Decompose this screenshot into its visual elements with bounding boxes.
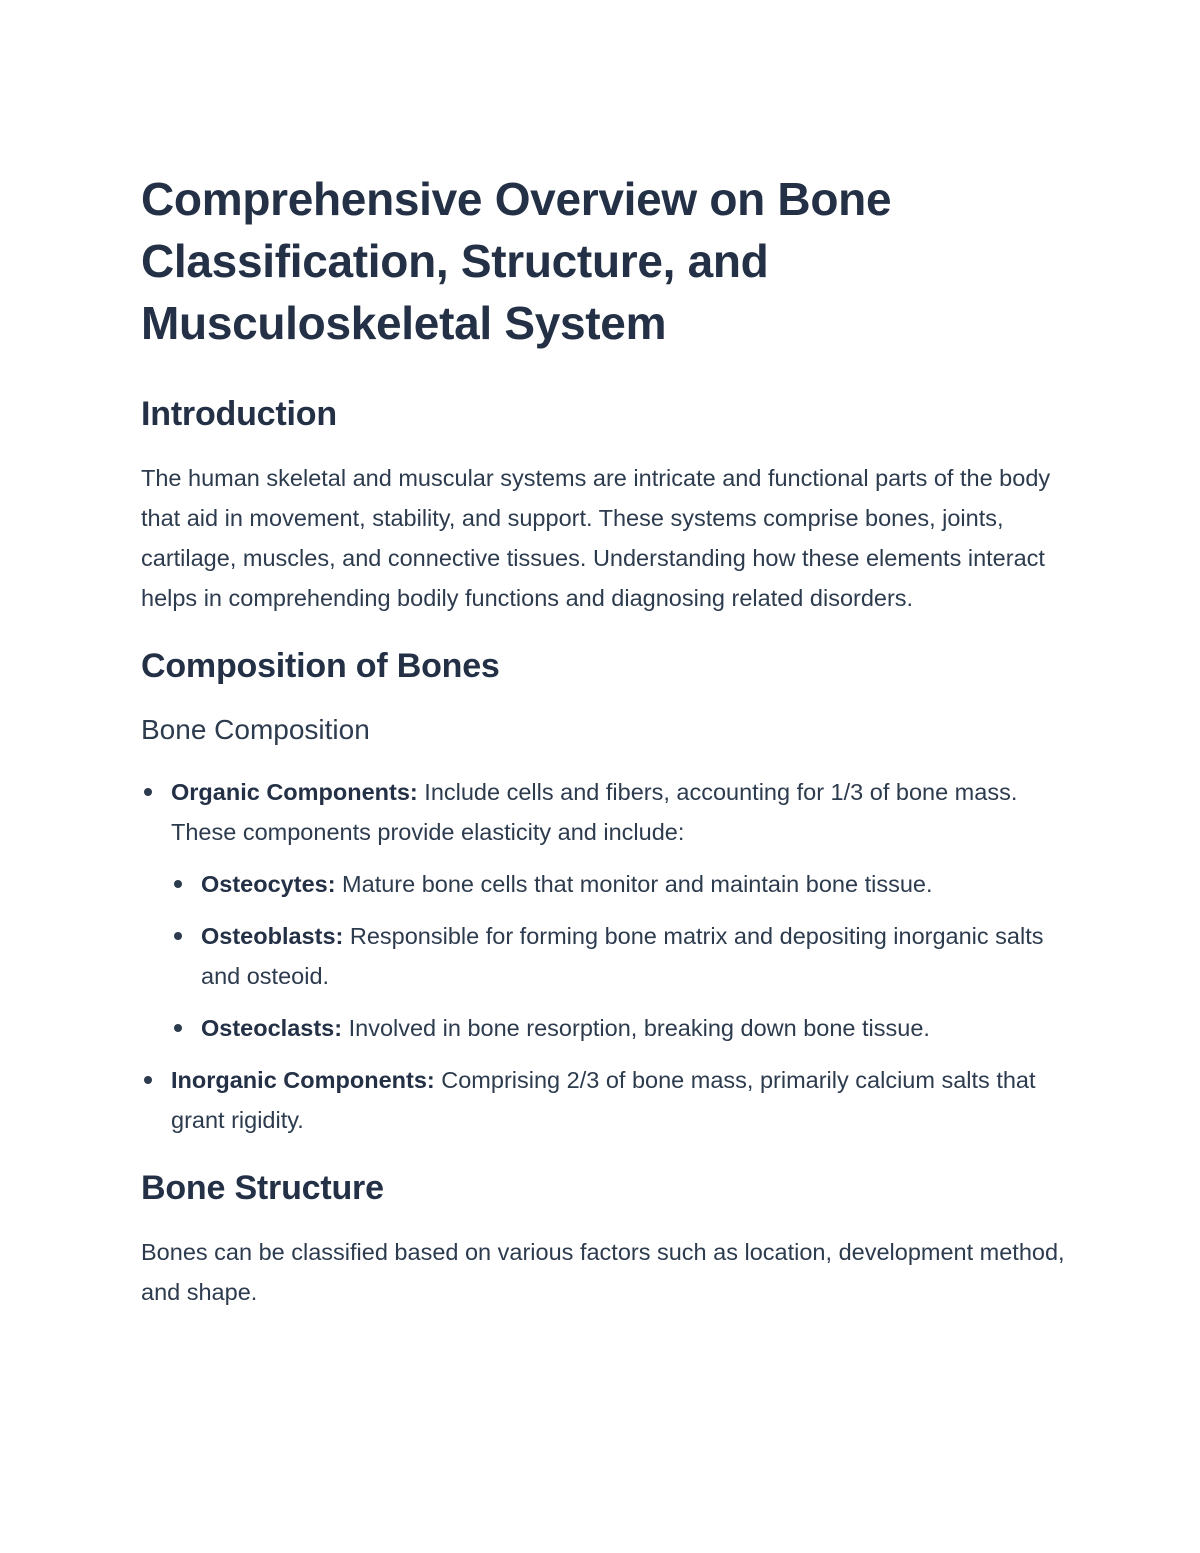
text-osteoblasts: Responsible for forming bone matrix and depositing inorganic salts and osteoid. [201, 923, 1044, 989]
text-osteocytes: Mature bone cells that monitor and maintain bone tissue. [335, 871, 933, 897]
document-page [141, 168, 1071, 1312]
document-title: Comprehensive Overview on Bone Classification, Structure, and Musculoskeletal System [141, 173, 892, 349]
term-osteoblasts: Osteoblasts: [201, 923, 344, 949]
bullet-icon [174, 880, 182, 888]
structure-paragraph: Bones can be classified based on various factors such as location, development method, and shape. [141, 1239, 1065, 1305]
term-organic: Organic Components: [171, 779, 418, 805]
text-organic: Include cells and fibers, accounting for 1/3 of bone mass. These components provide elasticity and include: [171, 779, 1018, 845]
text-osteoclasts: Involved in bone resorption, breaking down bone tissue. [342, 1015, 930, 1041]
list-item-osteocytes [171, 864, 1071, 904]
section-heading-composition: Composition of Bones [141, 647, 500, 685]
term-osteoclasts: Osteoclasts: [201, 1015, 343, 1041]
text-inorganic: Comprising 2/3 of bone mass, primarily calcium salts that grant rigidity. [171, 1067, 1036, 1133]
bullet-icon [174, 932, 182, 940]
term-osteocytes: Osteocytes: [201, 871, 336, 897]
composition-list [141, 772, 1071, 1140]
term-inorganic: Inorganic Components: [171, 1067, 435, 1093]
section-heading-introduction: Introduction [141, 395, 337, 433]
section-heading-structure: Bone Structure [141, 1169, 384, 1207]
list-item-inorganic [141, 1060, 1071, 1140]
bone-cells-list [171, 864, 1071, 1048]
subheading-bone-composition: Bone Composition [141, 714, 370, 745]
list-item-osteoblasts [171, 916, 1071, 996]
bullet-icon [144, 1076, 152, 1084]
list-item-osteoclasts [171, 1008, 1071, 1048]
introduction-paragraph: The human skeletal and muscular systems are intricate and functional parts of the body that aid in movement, stability, and support. These systems comprise bones, joints, cartilage, muscles, and connective tissues. Understanding how these elements interact helps in comprehending bodily functions and diagnosing related disorders. [141, 465, 1051, 611]
bullet-icon [174, 1024, 182, 1032]
bullet-icon [144, 788, 152, 796]
list-item-organic [141, 772, 1071, 1048]
